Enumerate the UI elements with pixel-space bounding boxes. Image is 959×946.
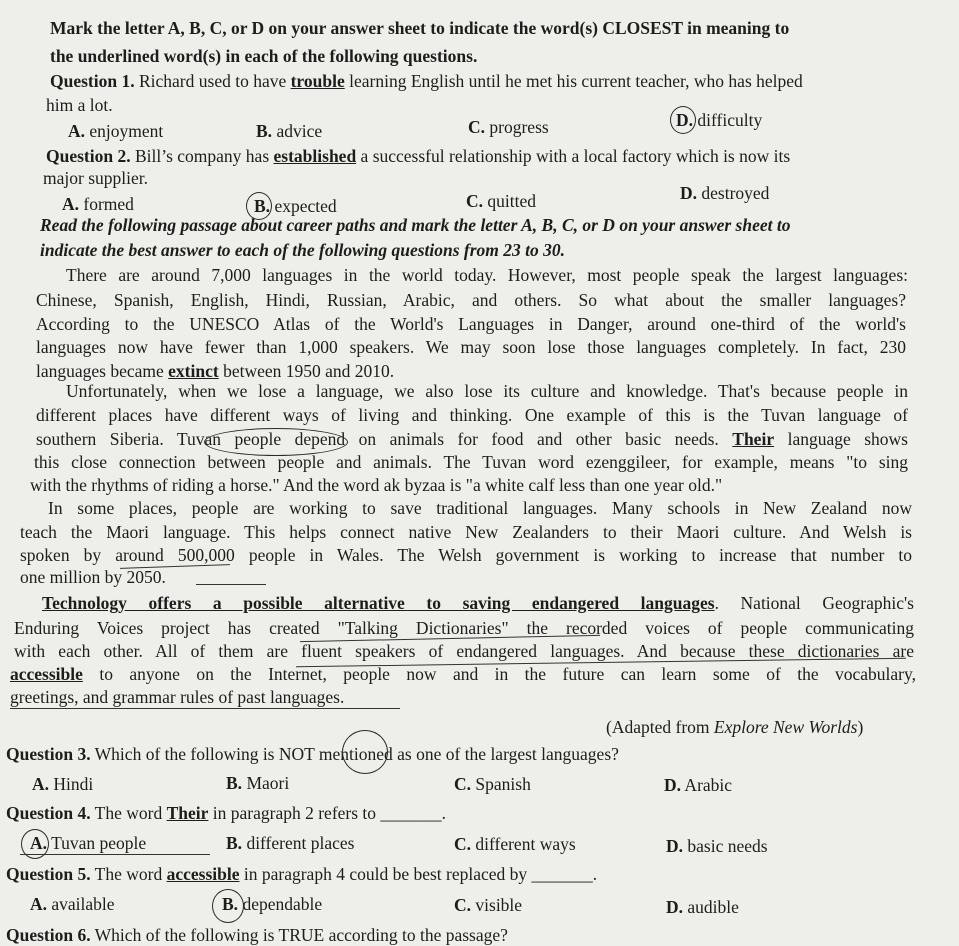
q4-option-a[interactable]: A. Tuvan people bbox=[30, 833, 147, 853]
paragraph-4-line-4: accessible to anyone on the Internet, people now and in the future can learn some of the vocabulary, bbox=[10, 664, 916, 684]
intro-line-2: the underlined word(s) in each of the following questions. bbox=[50, 46, 478, 66]
q2-option-d[interactable]: D. destroyed bbox=[680, 183, 770, 203]
paragraph-2-line-3: southern Siberia. Tuvan people depend on animals for food and other basic needs. Their language shows bbox=[36, 429, 908, 449]
q2-option-b[interactable]: B. expected bbox=[254, 196, 337, 216]
underlined-word-their: Their bbox=[732, 429, 775, 449]
question-1-text: Question 1. Richard used to have trouble learning English until he met his current teacher, who has helped bbox=[50, 71, 803, 91]
question-2-text-cont: major supplier. bbox=[43, 168, 148, 188]
underlined-word-trouble: trouble bbox=[290, 71, 345, 91]
pen-mark-greetings bbox=[10, 708, 400, 709]
paragraph-2-line-2: different places have different ways of living and thinking. One example of this is the Tuvan language of bbox=[36, 405, 908, 425]
paragraph-4-line-3: with each other. All of them are fluent speakers of endangered languages. And because these dictionaries are bbox=[14, 641, 914, 661]
answer-circle-q5 bbox=[212, 889, 244, 923]
reading-instruction-line-2: indicate the best answer to each of the following questions from 23 to 30. bbox=[40, 240, 566, 260]
question-3-text: Question 3. Which of the following is NOT mentioned as one of the largest languages? bbox=[6, 744, 619, 764]
underlined-word-accessible: accessible bbox=[10, 664, 83, 684]
paragraph-3-line-3: spoken by around 500,000 people in Wales. The Welsh government is working to increase that number to bbox=[20, 545, 912, 565]
paragraph-4-line-5: greetings, and grammar rules of past languages. bbox=[10, 687, 345, 707]
q1-option-c[interactable]: C. progress bbox=[468, 117, 549, 137]
underlined-word-their-q4: Their bbox=[166, 803, 209, 823]
q5-option-c[interactable]: C. visible bbox=[454, 895, 523, 915]
q4-option-d[interactable]: D. basic needs bbox=[666, 836, 768, 856]
source-title: Explore New Worlds bbox=[713, 717, 858, 737]
question-5-text: Question 5. The word accessible in paragraph 4 could be best replaced by _______. bbox=[6, 864, 598, 884]
answer-circle-q1 bbox=[670, 106, 696, 134]
q2-option-a[interactable]: A. formed bbox=[62, 194, 134, 214]
question-4-text: Question 4. The word Their in paragraph 2 refers to _______. bbox=[6, 803, 447, 823]
underlined-word-extinct: extinct bbox=[168, 361, 219, 381]
q1-option-b[interactable]: B. advice bbox=[256, 121, 323, 141]
underlined-sentence-technology: Technology offers a possible alternative to saving endangered languages bbox=[42, 593, 715, 613]
paragraph-3-line-1: In some places, people are working to save traditional languages. Many schools in New Zealand now bbox=[48, 498, 912, 518]
q5-option-d[interactable]: D. audible bbox=[666, 897, 739, 917]
intro-line-1: Mark the letter A, B, C, or D on your answer sheet to indicate the word(s) CLOSEST in meaning to bbox=[50, 18, 790, 38]
q4-option-b[interactable]: B. different places bbox=[226, 833, 355, 853]
source-citation: (Adapted from Explore New Worlds) bbox=[606, 717, 864, 737]
reading-instruction-line-1: Read the following passage about career paths and mark the letter A, B, C, or D on your answer sheet to bbox=[40, 215, 791, 235]
paragraph-3-line-4: one million by 2050. bbox=[20, 567, 166, 587]
paragraph-4-line-2: Enduring Voices project has created "Talking Dictionaries" the recorded voices of people communicating bbox=[14, 618, 914, 638]
question-2-text: Question 2. Bill’s company has established a successful relationship with a local factory which is now its bbox=[46, 146, 791, 166]
paragraph-1-line-1: There are around 7,000 languages in the world today. However, most people speak the largest languages: bbox=[66, 265, 908, 285]
q3-option-a[interactable]: A. Hindi bbox=[32, 774, 94, 794]
q3-option-c[interactable]: C. Spanish bbox=[454, 774, 531, 794]
paragraph-2-line-1: Unfortunately, when we lose a language, we also lose its culture and knowledge. That's because people in bbox=[66, 381, 908, 401]
question-1-label: Question 1. bbox=[50, 71, 135, 91]
pen-mark-2050 bbox=[196, 584, 266, 585]
paragraph-1-line-2: Chinese, Spanish, English, Hindi, Russian, Arabic, and others. So what about the smaller languages? bbox=[36, 290, 906, 310]
underlined-word-accessible-q5: accessible bbox=[166, 864, 240, 884]
q5-option-b[interactable]: B. dependable bbox=[222, 894, 323, 914]
question-6-text: Question 6. Which of the following is TRUE according to the passage? bbox=[6, 925, 508, 945]
q3-option-b[interactable]: B. Maori bbox=[226, 773, 290, 793]
paragraph-1-line-4: languages now have fewer than 1,000 speakers. We may soon lose those languages completely. In fact, 230 bbox=[36, 337, 906, 357]
q5-option-a[interactable]: A. available bbox=[30, 894, 115, 914]
paragraph-1-line-3: According to the UNESCO Atlas of the World's Languages in Danger, around one-third of the world's bbox=[36, 314, 906, 334]
paragraph-1-line-5: languages became extinct between 1950 and 2010. bbox=[36, 361, 395, 381]
q1-option-a[interactable]: A. enjoyment bbox=[68, 121, 164, 141]
question-1-text-cont: him a lot. bbox=[46, 95, 113, 115]
paragraph-2-line-4: this close connection between people and animals. The Tuvan word ezenggileer, for example, means "to sing bbox=[34, 452, 908, 472]
q4-option-c[interactable]: C. different ways bbox=[454, 834, 576, 854]
q3-option-d[interactable]: D. Arabic bbox=[664, 775, 733, 795]
pen-mark-tuvan-people bbox=[20, 854, 210, 855]
q2-option-c[interactable]: C. quitted bbox=[466, 191, 536, 211]
q1-option-d[interactable]: D. difficulty bbox=[676, 110, 763, 130]
paragraph-3-line-2: teach the Maori language. This helps connect native New Zealanders to their Maori culture. And Welsh is bbox=[20, 522, 912, 542]
pen-circle-not bbox=[342, 730, 388, 774]
pen-circle-tuvan-people bbox=[204, 428, 348, 456]
underlined-word-established: established bbox=[273, 146, 357, 166]
paragraph-2-line-5: with the rhythms of riding a horse." And the word ak byzaa is "a white calf less than one year old." bbox=[30, 475, 723, 495]
paragraph-4-line-1: Technology offers a possible alternative to saving endangered languages. National Geographic's bbox=[42, 593, 914, 613]
